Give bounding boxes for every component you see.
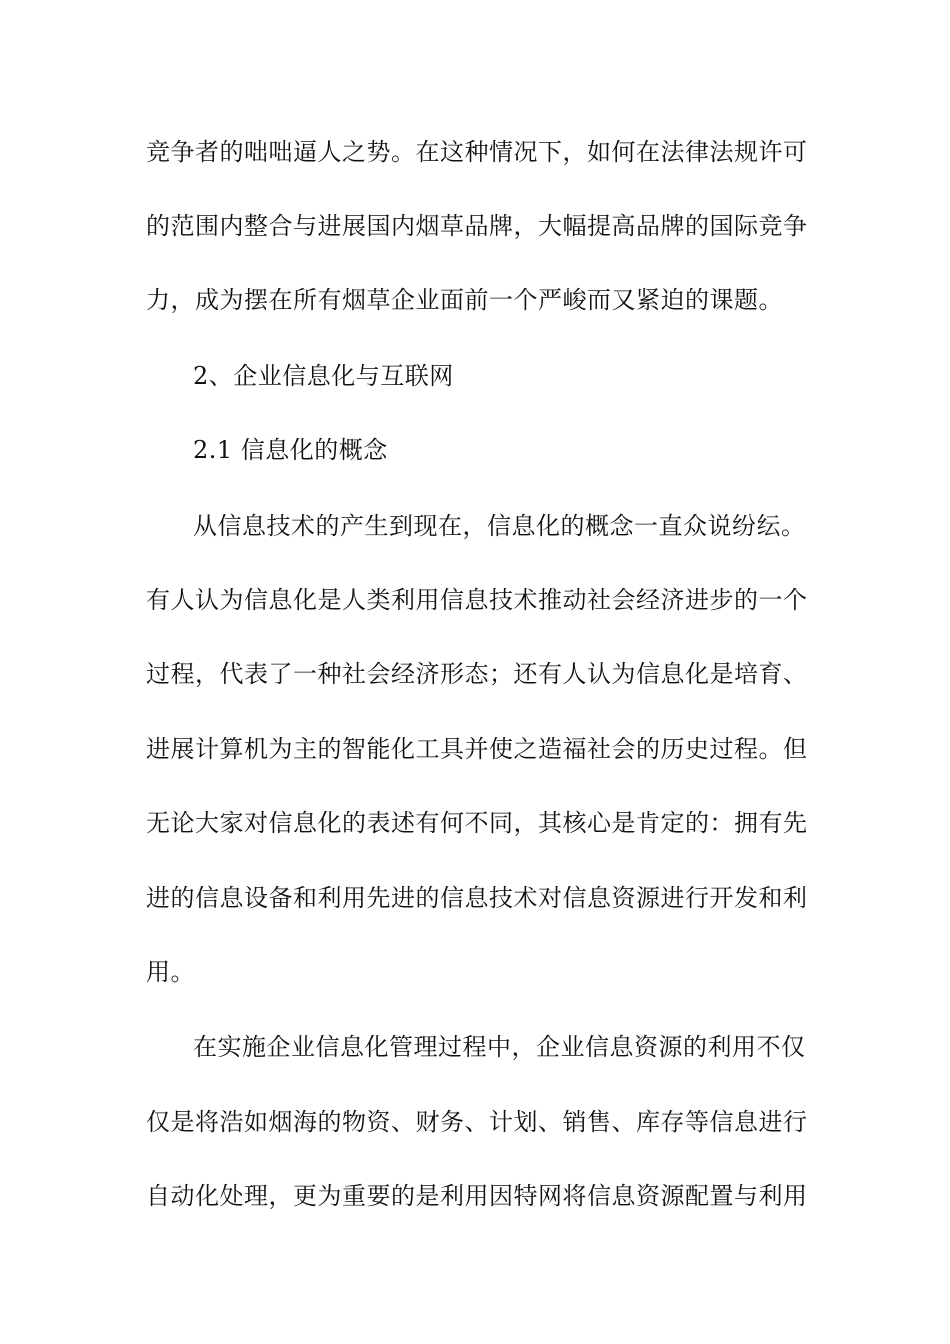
paragraph-line: 无论大家对信息化的表述有何不同，其核心是肯定的：拥有先 <box>146 809 808 837</box>
paragraph-line: 进的信息设备和利用先进的信息技术对信息资源进行开发和利 <box>146 884 808 912</box>
paragraph-line: 在实施企业信息化管理过程中，企业信息资源的利用不仅 <box>193 1033 806 1061</box>
paragraph-line: 仅是将浩如烟海的物资、财务、计划、销售、库存等信息进行 <box>146 1108 808 1136</box>
paragraph-line: 自动化处理，更为重要的是利用因特网将信息资源配置与利用 <box>146 1182 808 1210</box>
paragraph-line: 竞争者的咄咄逼人之势。在这种情况下，如何在法律法规许可 <box>146 138 808 166</box>
paragraph-line: 从信息技术的产生到现在，信息化的概念一直众说纷纭。 <box>193 512 806 540</box>
paragraph-line: 用。 <box>146 958 195 986</box>
subsection-heading: 2.1 信息化的概念 <box>193 436 388 464</box>
paragraph-line: 有人认为信息化是人类利用信息技术推动社会经济进步的一个 <box>146 586 808 614</box>
paragraph-line: 过程，代表了一种社会经济形态；还有人认为信息化是培育、 <box>146 660 808 688</box>
paragraph-line: 的范围内整合与进展国内烟草品牌，大幅提高品牌的国际竞争 <box>146 212 808 240</box>
paragraph-line: 进展计算机为主的智能化工具并使之造福社会的历史过程。但 <box>146 735 808 763</box>
paragraph-line: 力，成为摆在所有烟草企业面前一个严峻而又紧迫的课题。 <box>146 286 783 314</box>
section-heading: 2、企业信息化与互联网 <box>193 362 454 390</box>
